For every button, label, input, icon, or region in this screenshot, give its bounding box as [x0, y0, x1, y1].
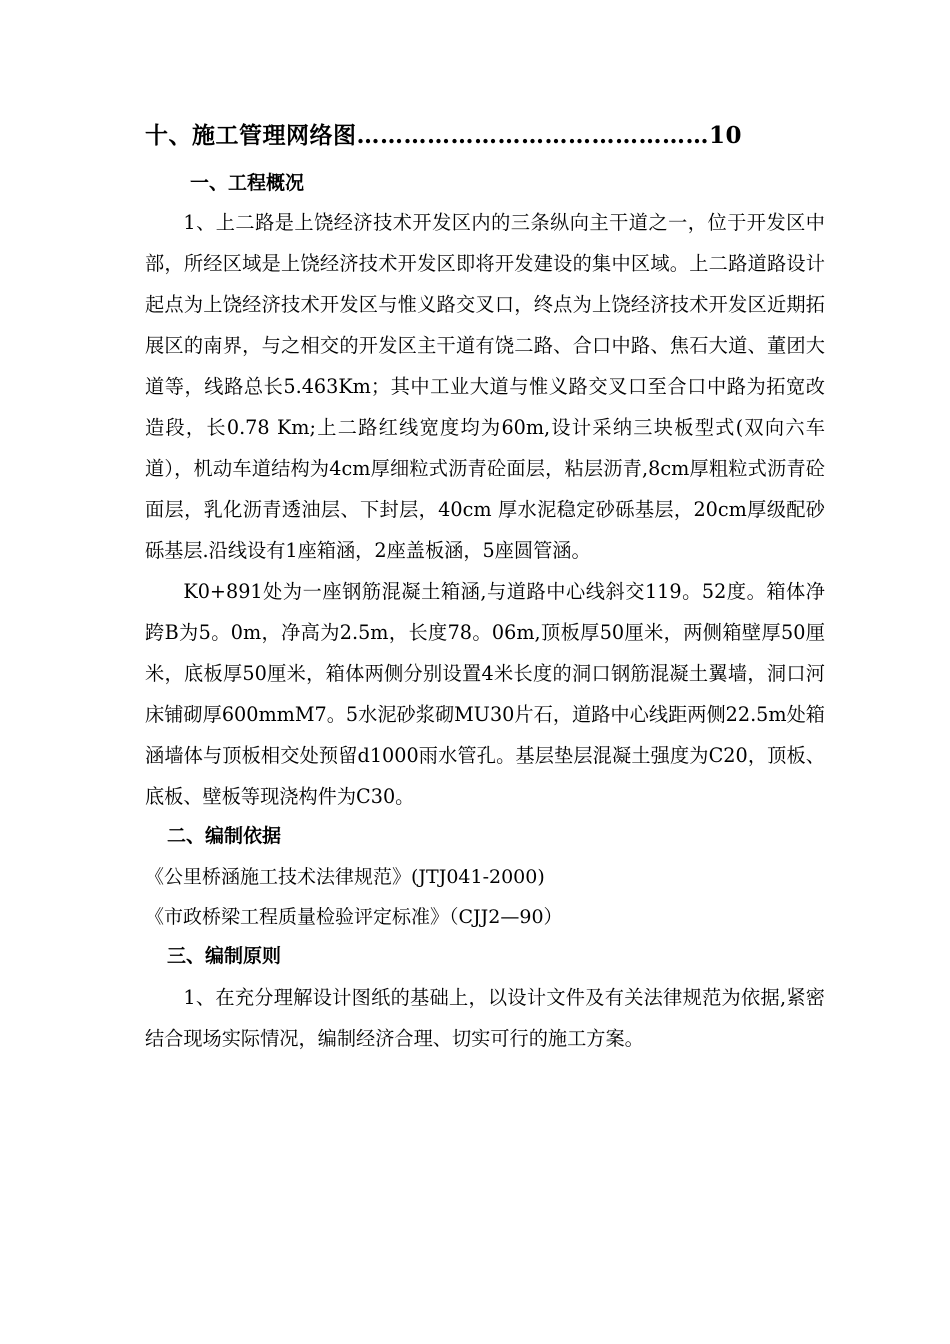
paragraph-overview-1: 1、上二路是上饶经济技术开发区内的三条纵向主干道之一，位于开发区中部，所经区域是上饶经济技术开发区即将开发建设的集中区域。上二路道路设计起点为上饶经济技术开发区与惟义路交叉口，终点为上饶经济技术开发区近期拓展区的南界，与之相交的开发区主干道有饶二路、合口中路、焦石大道、董团大道等，线路总长5.463Km；其中工业大道与惟义路交叉口至合口中路为拓宽改造段，长0.78 Km;上二路红线宽度均为60m,设计采纳三块板型式(双向六车道），机动车道结构为4cm厚细粒式沥青砼面层，粘层沥青,8cm厚粗粒式沥青砼面层，乳化沥青透油层、下封层，40cm 厚水泥稳定砂砾基层，20cm厚级配砂砾基层.沿线设有1座箱涵，2座盖板涵，5座圆管涵。: [145, 211, 825, 562]
toc-entry: 十、施工管理网络图………………………………………10: [145, 122, 743, 149]
section-heading-overview: 一、工程概况: [190, 172, 305, 194]
paragraph-principles-1: 1、在充分理解设计图纸的基础上，以设计文件及有关法律规范为依据,紧密结合现场实际情况，编制经济合理、切实可行的施工方案。: [145, 986, 825, 1050]
section-heading-principles: 三、编制原则: [167, 945, 282, 967]
section-heading-basis: 二、编制依据: [167, 825, 282, 847]
reference-item: 《市政桥梁工程质量检验评定标准》（CJJ2—90）: [145, 906, 563, 928]
reference-item: 《公里桥涵施工技术法律规范》(JTJ041-2000): [145, 866, 545, 888]
paragraph-overview-2: K0+891处为一座钢筋混凝土箱涵,与道路中心线斜交119。52度。箱体净跨B为5。0m，净高为2.5m，长度78。06m,顶板厚50厘米，两侧箱壁厚50厘米，底板厚50厘米，箱体两侧分别设置4米长度的洞口钢筋混凝土翼墙，洞口河床铺砌厚600mmM7。5水泥砂浆砌MU30片石，道路中心线距两侧22.5m处箱涵墙体与顶板相交处预留d1000雨水管孔。基层垫层混凝土强度为C20，顶板、底板、壁板等现浇构件为C30。: [145, 580, 825, 808]
